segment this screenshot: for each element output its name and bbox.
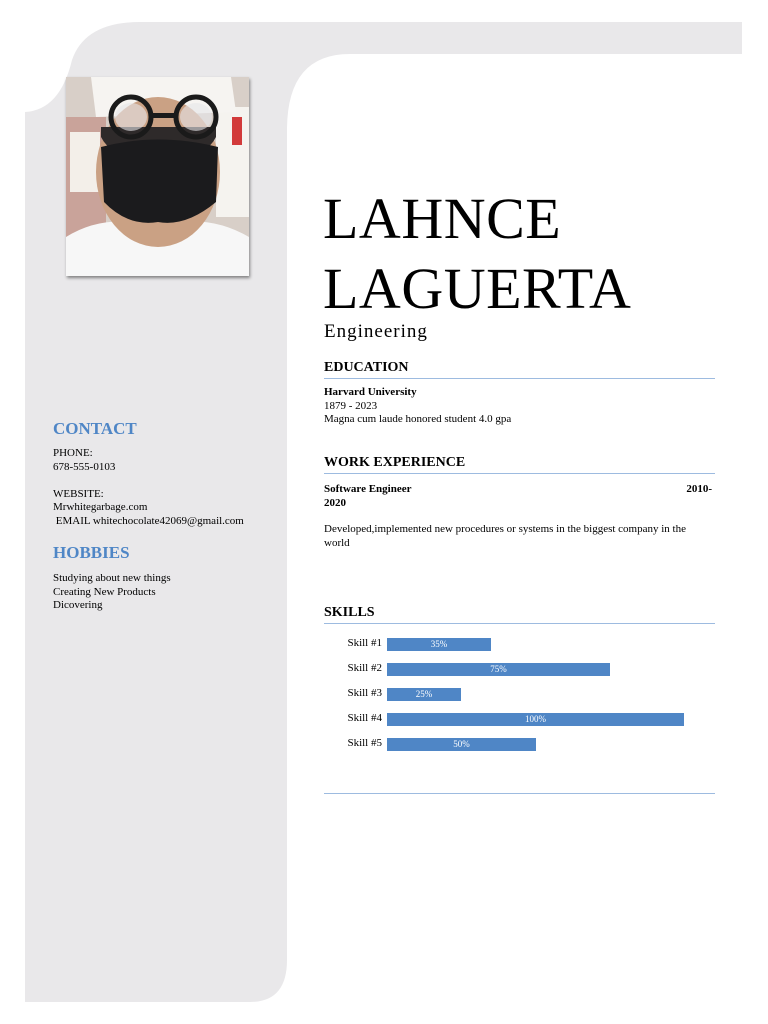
last-name: LAGUERTA	[323, 256, 632, 321]
skill-label: Skill #1	[347, 637, 382, 649]
school-years: 1879 - 2023	[324, 399, 378, 412]
hobby-item: Studying about new things	[53, 572, 171, 584]
skill-bar: 50%	[387, 738, 536, 751]
hobby-item: Dicovering	[53, 599, 103, 611]
skill-label: Skill #4	[347, 712, 382, 724]
job-description: Developed,implemented new procedures or systems in the biggest company in the world	[324, 523, 686, 549]
website-label: WEBSITE:	[53, 487, 104, 500]
phone-value: 678-555-0103	[53, 460, 116, 473]
school-name: Harvard University	[324, 386, 417, 398]
skill-track	[387, 738, 684, 751]
work-heading: WORK EXPERIENCE	[324, 455, 466, 470]
education-entry	[324, 386, 714, 427]
job-dates-start: 2010-	[686, 483, 712, 495]
job-dates-end: 2020	[324, 497, 346, 509]
bottom-divider	[324, 793, 715, 794]
hobby-item: Creating New Products	[53, 585, 156, 598]
skill-bar: 100%	[387, 713, 684, 726]
first-name: LAHNCE	[323, 186, 562, 251]
skill-track	[387, 663, 684, 676]
contact-heading: CONTACT	[53, 419, 137, 438]
phone-label: PHONE:	[53, 447, 93, 459]
job-title: Software Engineer	[324, 483, 412, 495]
education-heading: EDUCATION	[324, 360, 409, 375]
skill-track	[387, 638, 684, 651]
profile-photo	[66, 77, 249, 276]
education-divider	[324, 378, 715, 379]
skill-bar: 25%	[387, 688, 461, 701]
skill-bar: 75%	[387, 663, 610, 676]
hobbies-heading: HOBBIES	[53, 543, 130, 562]
skills-divider	[324, 623, 715, 624]
profession-subtitle: Engineering	[324, 321, 428, 342]
hobbies-list	[53, 572, 278, 613]
name-heading	[323, 184, 631, 324]
work-divider	[324, 473, 715, 474]
skills-heading: SKILLS	[324, 605, 375, 620]
skill-track	[387, 713, 684, 726]
skill-label: Skill #2	[347, 662, 382, 674]
email-line[interactable]: EMAIL whitechocolate42069@gmail.com	[53, 514, 244, 527]
skill-label: Skill #5	[347, 737, 382, 749]
skill-label: Skill #3	[347, 687, 382, 699]
skill-track	[387, 688, 684, 701]
contact-block	[53, 447, 278, 528]
website-link[interactable]: Mrwhitegarbage.com	[53, 501, 148, 513]
skill-bar: 35%	[387, 638, 491, 651]
school-note: Magna cum laude honored student 4.0 gpa	[324, 413, 512, 425]
